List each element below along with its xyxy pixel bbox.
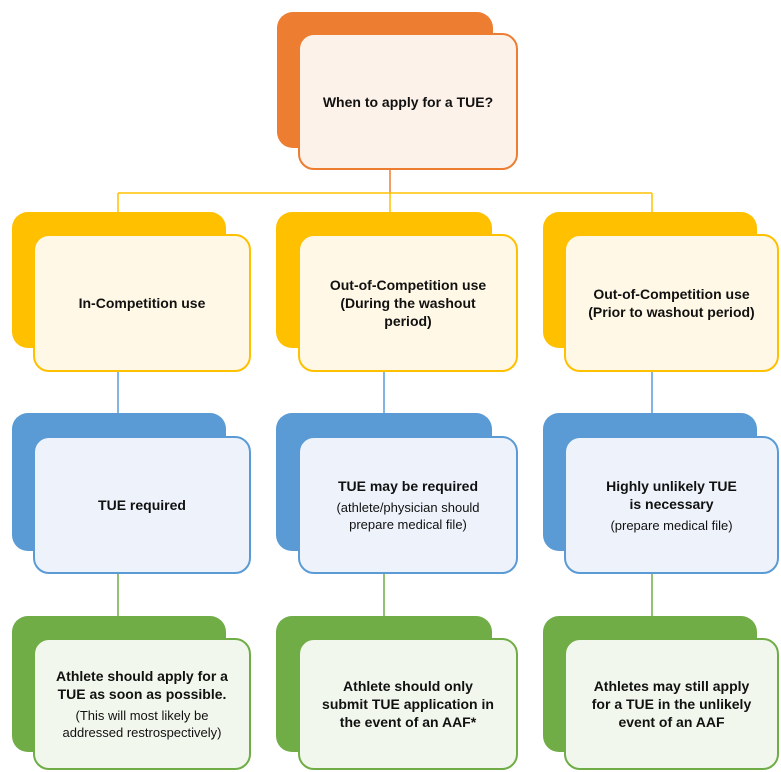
need-node-box: [33, 436, 251, 574]
need-node-title: Highly unlikely TUE is necessary: [606, 477, 737, 512]
use-node-box: [564, 234, 779, 372]
root-node-box: [298, 33, 518, 170]
action-node-box: [298, 638, 518, 770]
use-node-title: Out-of-Competition use (During the washout period): [329, 277, 487, 329]
action-node-title: Athletes may still apply for a TUE in the unlikely event of an AAF: [591, 678, 752, 730]
need-node-note: (athlete/physician should prepare medical file): [336, 500, 480, 532]
need-node-box: [564, 436, 779, 574]
use-node-title: Out-of-Competition use (Prior to washout period): [588, 286, 755, 320]
need-node-note: (prepare medical file): [610, 517, 733, 533]
action-node-title: Athlete should apply for a TUE as soon as possible.: [56, 668, 228, 702]
need-node-box: [298, 436, 518, 574]
action-node-box: [33, 638, 251, 770]
action-node-note: (This will most likely be addressed restrospectively): [62, 708, 222, 740]
need-node-title: TUE required: [98, 497, 186, 513]
action-node-title: Athlete should only submit TUE application in the event of an AAF*: [322, 678, 494, 730]
use-node-box: [298, 234, 518, 372]
root-node-title: When to apply for a TUE?: [322, 93, 494, 110]
use-node-box: [33, 234, 251, 372]
need-node-title: TUE may be required: [337, 478, 479, 494]
action-node-box: [564, 638, 779, 770]
use-node-title: In-Competition use: [78, 295, 206, 311]
